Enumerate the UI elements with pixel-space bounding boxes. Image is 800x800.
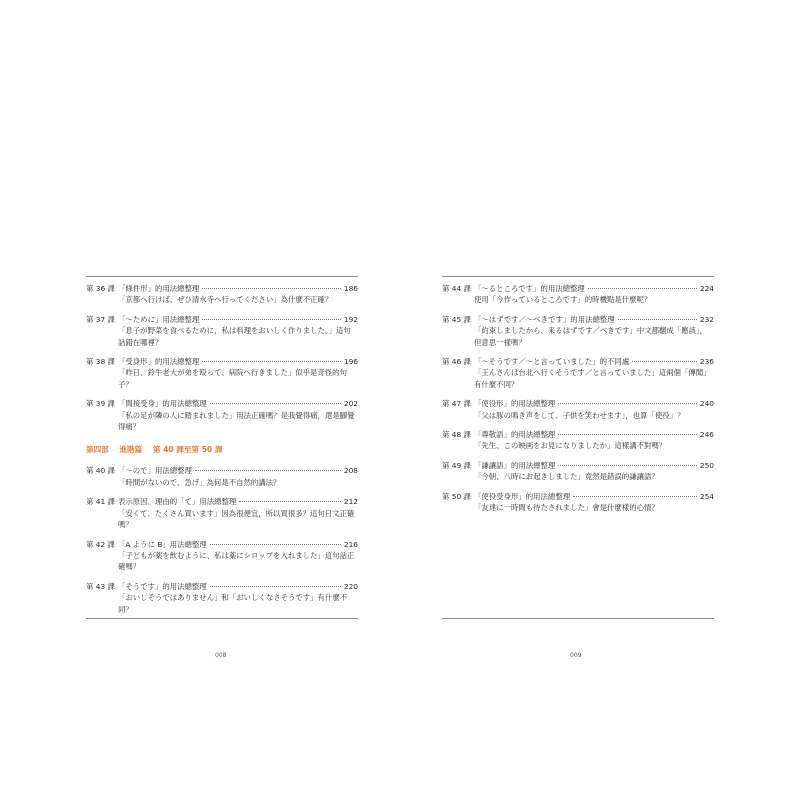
toc-entry-header [442,398,714,409]
lesson-title: 「使役形」的用法總整理 [474,399,556,409]
part-heading [86,444,358,455]
lesson-number: 第 37 課 [86,314,115,324]
lesson-title: 「謙讓語」的用法總整理 [474,460,556,470]
dot-leader [195,470,341,471]
lesson-number: 第 42 課 [86,539,115,549]
lesson-description: 「父は豚の鳴き声をして、子供を笑わせます」，也算「使役」？ [474,410,685,420]
lesson-page-number: 224 [699,284,714,293]
toc-entry [442,429,714,452]
lesson-page-number: 232 [699,314,714,324]
toc-entry-header [442,460,714,471]
dot-leader [632,361,697,362]
lesson-number: 第 46 課 [442,357,471,367]
toc-entry [86,465,358,488]
toc-entry [442,460,714,483]
page-number: 008 [215,652,227,659]
toc-entry [442,491,714,514]
lesson-title: 「條件形」的用法總整理 [118,284,200,293]
toc-group [442,283,714,514]
dot-leader [588,288,697,289]
toc-entry [86,539,358,573]
lesson-title: 「尊敬語」的用法總整理 [474,430,556,440]
lesson-title: 「A ように B」用法總整理 [118,539,207,549]
lesson-title: 「〜ので」用法總整理 [118,466,192,476]
toc-entry-header [86,283,358,294]
lesson-page-number: 240 [699,399,714,409]
toc-entry-header [86,398,358,409]
toc-entry [86,283,358,306]
lesson-page-number: 236 [699,357,714,367]
toc-entry-header [86,356,358,367]
lesson-description: 「友達に一時間も待たされました」會是什麼樣的心情？ [474,503,659,513]
toc-entry-header [86,465,358,476]
dot-leader [210,544,341,545]
top-rule [86,276,358,277]
lesson-page-number: 196 [343,357,358,367]
lesson-title: 表示原因．理由的「て」用法總整理 [118,497,237,507]
toc-entry [86,496,358,530]
lesson-description: 使用「今作っているところです」的時機點是什麼呢？ [474,295,652,305]
page-number: 009 [570,652,582,659]
lesson-page-number: 208 [343,466,358,476]
lesson-title: 「受身形」的用法總整理 [118,357,200,367]
lesson-page-number: 254 [699,491,714,501]
lesson-description: 「息子が野菜を食べるために，私は料理をおいしく作りました。」這句話錯在哪裡？ [118,326,351,347]
lesson-description: 「昨日、鈴牛老大が弟を殴って、病院へ行きました」似乎是奇怪的句子？ [118,368,347,389]
toc-group-bottom [86,465,358,614]
bottom-rule [442,618,714,619]
toc-entry [442,356,714,390]
toc-group-top [86,283,358,432]
lesson-title: 「〜そうです／〜と言っていました」的不同處 [474,357,630,367]
lesson-page-number: 250 [699,460,714,470]
dot-leader [210,403,341,404]
toc-entry [86,581,358,615]
bottom-rule [86,618,358,619]
lesson-title: 「間接受身」的用法總整理 [118,399,207,409]
toc-entry [442,314,714,348]
toc-entry [442,283,714,306]
toc-entry-header [442,356,714,367]
lesson-description: 「子どもが薬を飲むように、私は薬にシロップを入れました」這句話正確嗎？ [118,550,355,572]
lesson-title: 「使役受身形」的用法總整理 [474,491,571,501]
lesson-title: 「〜るところです」的用法總整理 [474,284,585,293]
lesson-number: 第 43 課 [86,581,115,591]
lesson-number: 第 50 課 [442,491,471,501]
lesson-description: 「私の足が隣の人に踏まれました」用法正確嗎？是我覺得痛，還是腳覺得痛？ [118,410,355,432]
lesson-page-number: 192 [343,314,358,324]
toc-entry [442,398,714,421]
toc-entry-header [442,429,714,440]
lesson-number: 第 47 課 [442,399,471,409]
lesson-number: 第 40 課 [86,466,115,476]
dot-leader [618,319,697,320]
toc-entry-header [86,314,358,325]
dot-leader [202,361,341,362]
lesson-description: 「今朝、八時にお起きしました」竟然是錯誤的謙讓語？ [474,472,659,482]
lesson-description: 「約束しましたから、来るはずです／べきです」中文都翻成「應該」，但意思一樣嗎？ [474,326,708,347]
lesson-number: 第 45 課 [442,314,471,324]
lesson-page-number: 246 [699,430,714,440]
lesson-description: 「京都へ行けば、ぜひ清水寺へ行ってください」為什麼不正確？ [118,295,333,305]
toc-list [442,283,714,522]
lesson-number: 第 38 課 [86,357,115,367]
toc-entry-header [442,491,714,502]
lesson-number: 第 36 課 [86,284,115,293]
lesson-page-number: 212 [343,497,358,507]
lesson-description: 「安くて、たくさん買います」因為很便宜，所以買很多？這句日文正確嗎？ [118,508,355,530]
toc-entry [86,314,358,348]
lesson-page-number: 202 [343,399,358,409]
top-rule [442,276,714,277]
toc-entry-header [86,496,358,507]
lesson-description: 「おいしそうではありません」和「おいしくなさそうです」有什麼不同？ [118,593,348,614]
lesson-number: 第 41 課 [86,497,115,507]
dot-leader [210,586,341,587]
lesson-title: 「〜ために」用法總整理 [118,314,200,324]
lesson-number: 第 48 課 [442,430,471,440]
lesson-number: 第 39 課 [86,399,115,409]
toc-entry-header [442,283,714,294]
dot-leader [558,465,697,466]
dot-leader [558,434,697,435]
right-page [400,0,800,800]
dot-leader [239,501,341,502]
toc-entry [86,398,358,432]
lesson-description: 「王んさんは台北へ行くそうです／と言っていました」這兩個「傳聞」有什麼不同？ [474,368,711,389]
lesson-description: 「先生、この映画をお見になりましたか」這樣講不對嗎？ [474,441,667,451]
part-label: 第四部 [86,445,109,455]
dot-leader [558,403,697,404]
lesson-title: 「そうです」的用法總整理 [118,581,207,591]
lesson-page-number: 220 [343,581,358,591]
part-range: 第 40 課至第 50 課 [152,445,223,455]
toc-entry-header [86,539,358,550]
lesson-title: 「〜はずです／〜べきです」的用法總整理 [474,314,615,324]
lesson-number: 第 44 課 [442,284,471,293]
toc-entry-header [442,314,714,325]
dot-leader [573,496,697,497]
dot-leader [202,319,341,320]
toc-entry-header [86,581,358,592]
lesson-page-number: 216 [343,539,358,549]
lesson-page-number: 186 [343,284,358,293]
toc-entry [86,356,358,390]
lesson-description: 「時間がないので、急げ」為何是不自然的講法？ [118,477,281,487]
dot-leader [202,288,341,289]
part-name: 進階篇 [119,445,143,455]
lesson-number: 第 49 課 [442,460,471,470]
toc-list [86,283,358,623]
